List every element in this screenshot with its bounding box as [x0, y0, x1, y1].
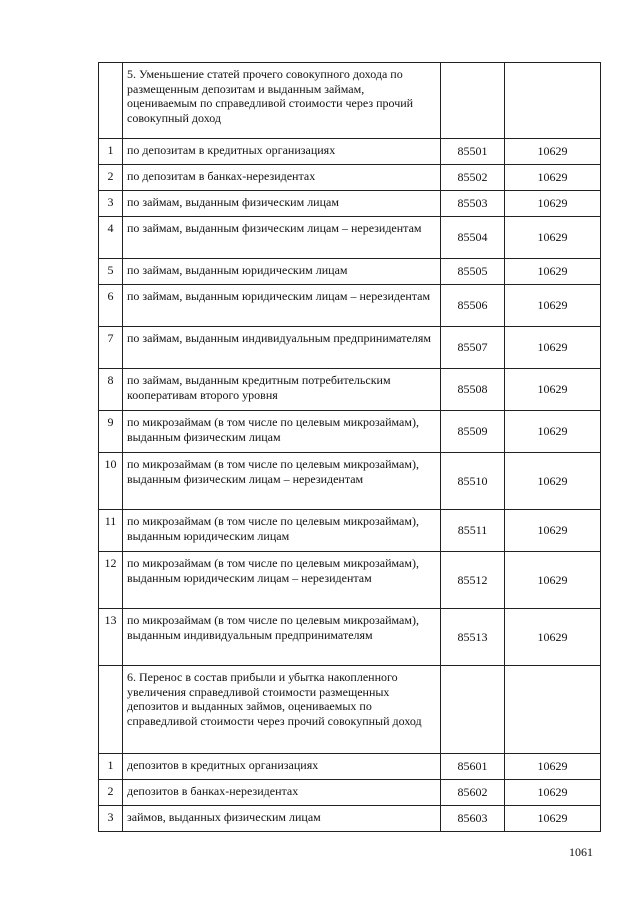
row-number: 9: [99, 411, 123, 453]
symbol-value: [505, 63, 601, 139]
account-code: [441, 666, 505, 754]
table-row: [99, 411, 601, 453]
section-heading: 6. Перенос в состав прибыли и убытка накопленного увеличения справедливой стоимости размещенных депозитов и выданных займов, оцениваемых по справедливой стоимости через прочий совокупный доход: [123, 666, 441, 754]
account-code: 85509: [441, 411, 505, 453]
table-row: [99, 806, 601, 832]
table-row: [99, 165, 601, 191]
table-row: [99, 327, 601, 369]
account-code: 85505: [441, 259, 505, 285]
account-code: 85504: [441, 217, 505, 259]
table-row: [99, 666, 601, 754]
symbol-value: [505, 666, 601, 754]
account-code: 85508: [441, 369, 505, 411]
account-code: [441, 63, 505, 139]
section-heading: 5. Уменьшение статей прочего совокупного дохода по размещенным депозитам и выданным займам, оцениваемым по справедливой стоимости через прочий совокупный доход: [123, 63, 441, 139]
row-number: 6: [99, 285, 123, 327]
row-description: по микрозаймам (в том числе по целевым микрозаймам), выданным индивидуальным предпринимателям: [123, 609, 441, 666]
row-description: по микрозаймам (в том числе по целевым микрозаймам), выданным юридическим лицам – нерезидентам: [123, 552, 441, 609]
row-number: [99, 63, 123, 139]
table-row: [99, 754, 601, 780]
account-code: 85601: [441, 754, 505, 780]
symbol-value: 10629: [505, 139, 601, 165]
row-number: 10: [99, 453, 123, 510]
symbol-value: 10629: [505, 609, 601, 666]
row-number: 8: [99, 369, 123, 411]
account-code: 85510: [441, 453, 505, 510]
table-row: [99, 191, 601, 217]
account-code: 85512: [441, 552, 505, 609]
symbol-value: 10629: [505, 165, 601, 191]
symbol-value: 10629: [505, 411, 601, 453]
account-code: 85513: [441, 609, 505, 666]
table-row: [99, 139, 601, 165]
symbol-value: 10629: [505, 191, 601, 217]
account-code: 85502: [441, 165, 505, 191]
table-row: [99, 552, 601, 609]
symbol-value: 10629: [505, 552, 601, 609]
account-code: 85507: [441, 327, 505, 369]
accounts-table-body: [99, 63, 601, 832]
row-number: 2: [99, 780, 123, 806]
row-description: по займам, выданным юридическим лицам: [123, 259, 441, 285]
symbol-value: 10629: [505, 780, 601, 806]
row-number: [99, 666, 123, 754]
table-row: [99, 285, 601, 327]
row-number: 12: [99, 552, 123, 609]
table-row: [99, 369, 601, 411]
row-description: депозитов в кредитных организациях: [123, 754, 441, 780]
row-description: по займам, выданным кредитным потребительским кооперативам второго уровня: [123, 369, 441, 411]
row-description: по микрозаймам (в том числе по целевым микрозаймам), выданным юридическим лицам: [123, 510, 441, 552]
page-number: 1061: [569, 845, 593, 859]
table-row: [99, 63, 601, 139]
table-row: [99, 609, 601, 666]
symbol-value: 10629: [505, 510, 601, 552]
row-description: по депозитам в кредитных организациях: [123, 139, 441, 165]
row-description: по займам, выданным юридическим лицам – нерезидентам: [123, 285, 441, 327]
row-number: 1: [99, 754, 123, 780]
row-description: займов, выданных физическим лицам: [123, 806, 441, 832]
table-row: [99, 217, 601, 259]
symbol-value: 10629: [505, 369, 601, 411]
row-number: 11: [99, 510, 123, 552]
symbol-value: 10629: [505, 217, 601, 259]
row-description: по займам, выданным индивидуальным предпринимателям: [123, 327, 441, 369]
row-number: 7: [99, 327, 123, 369]
row-description: депозитов в банках-нерезидентах: [123, 780, 441, 806]
account-code: 85602: [441, 780, 505, 806]
accounts-table: [98, 62, 601, 832]
table-row: [99, 259, 601, 285]
account-code: 85603: [441, 806, 505, 832]
symbol-value: 10629: [505, 285, 601, 327]
symbol-value: 10629: [505, 806, 601, 832]
row-description: по микрозаймам (в том числе по целевым микрозаймам), выданным физическим лицам – нерезидентам: [123, 453, 441, 510]
row-number: 5: [99, 259, 123, 285]
table-row: [99, 453, 601, 510]
row-description: по депозитам в банках-нерезидентах: [123, 165, 441, 191]
table-row: [99, 780, 601, 806]
account-code: 85503: [441, 191, 505, 217]
row-number: 3: [99, 806, 123, 832]
row-number: 1: [99, 139, 123, 165]
row-number: 2: [99, 165, 123, 191]
table-row: [99, 510, 601, 552]
row-description: по займам, выданным физическим лицам – нерезидентам: [123, 217, 441, 259]
row-number: 3: [99, 191, 123, 217]
symbol-value: 10629: [505, 453, 601, 510]
account-code: 85511: [441, 510, 505, 552]
symbol-value: 10629: [505, 259, 601, 285]
row-number: 13: [99, 609, 123, 666]
account-code: 85501: [441, 139, 505, 165]
row-description: по микрозаймам (в том числе по целевым микрозаймам), выданным физическим лицам: [123, 411, 441, 453]
symbol-value: 10629: [505, 754, 601, 780]
account-code: 85506: [441, 285, 505, 327]
row-number: 4: [99, 217, 123, 259]
row-description: по займам, выданным физическим лицам: [123, 191, 441, 217]
symbol-value: 10629: [505, 327, 601, 369]
